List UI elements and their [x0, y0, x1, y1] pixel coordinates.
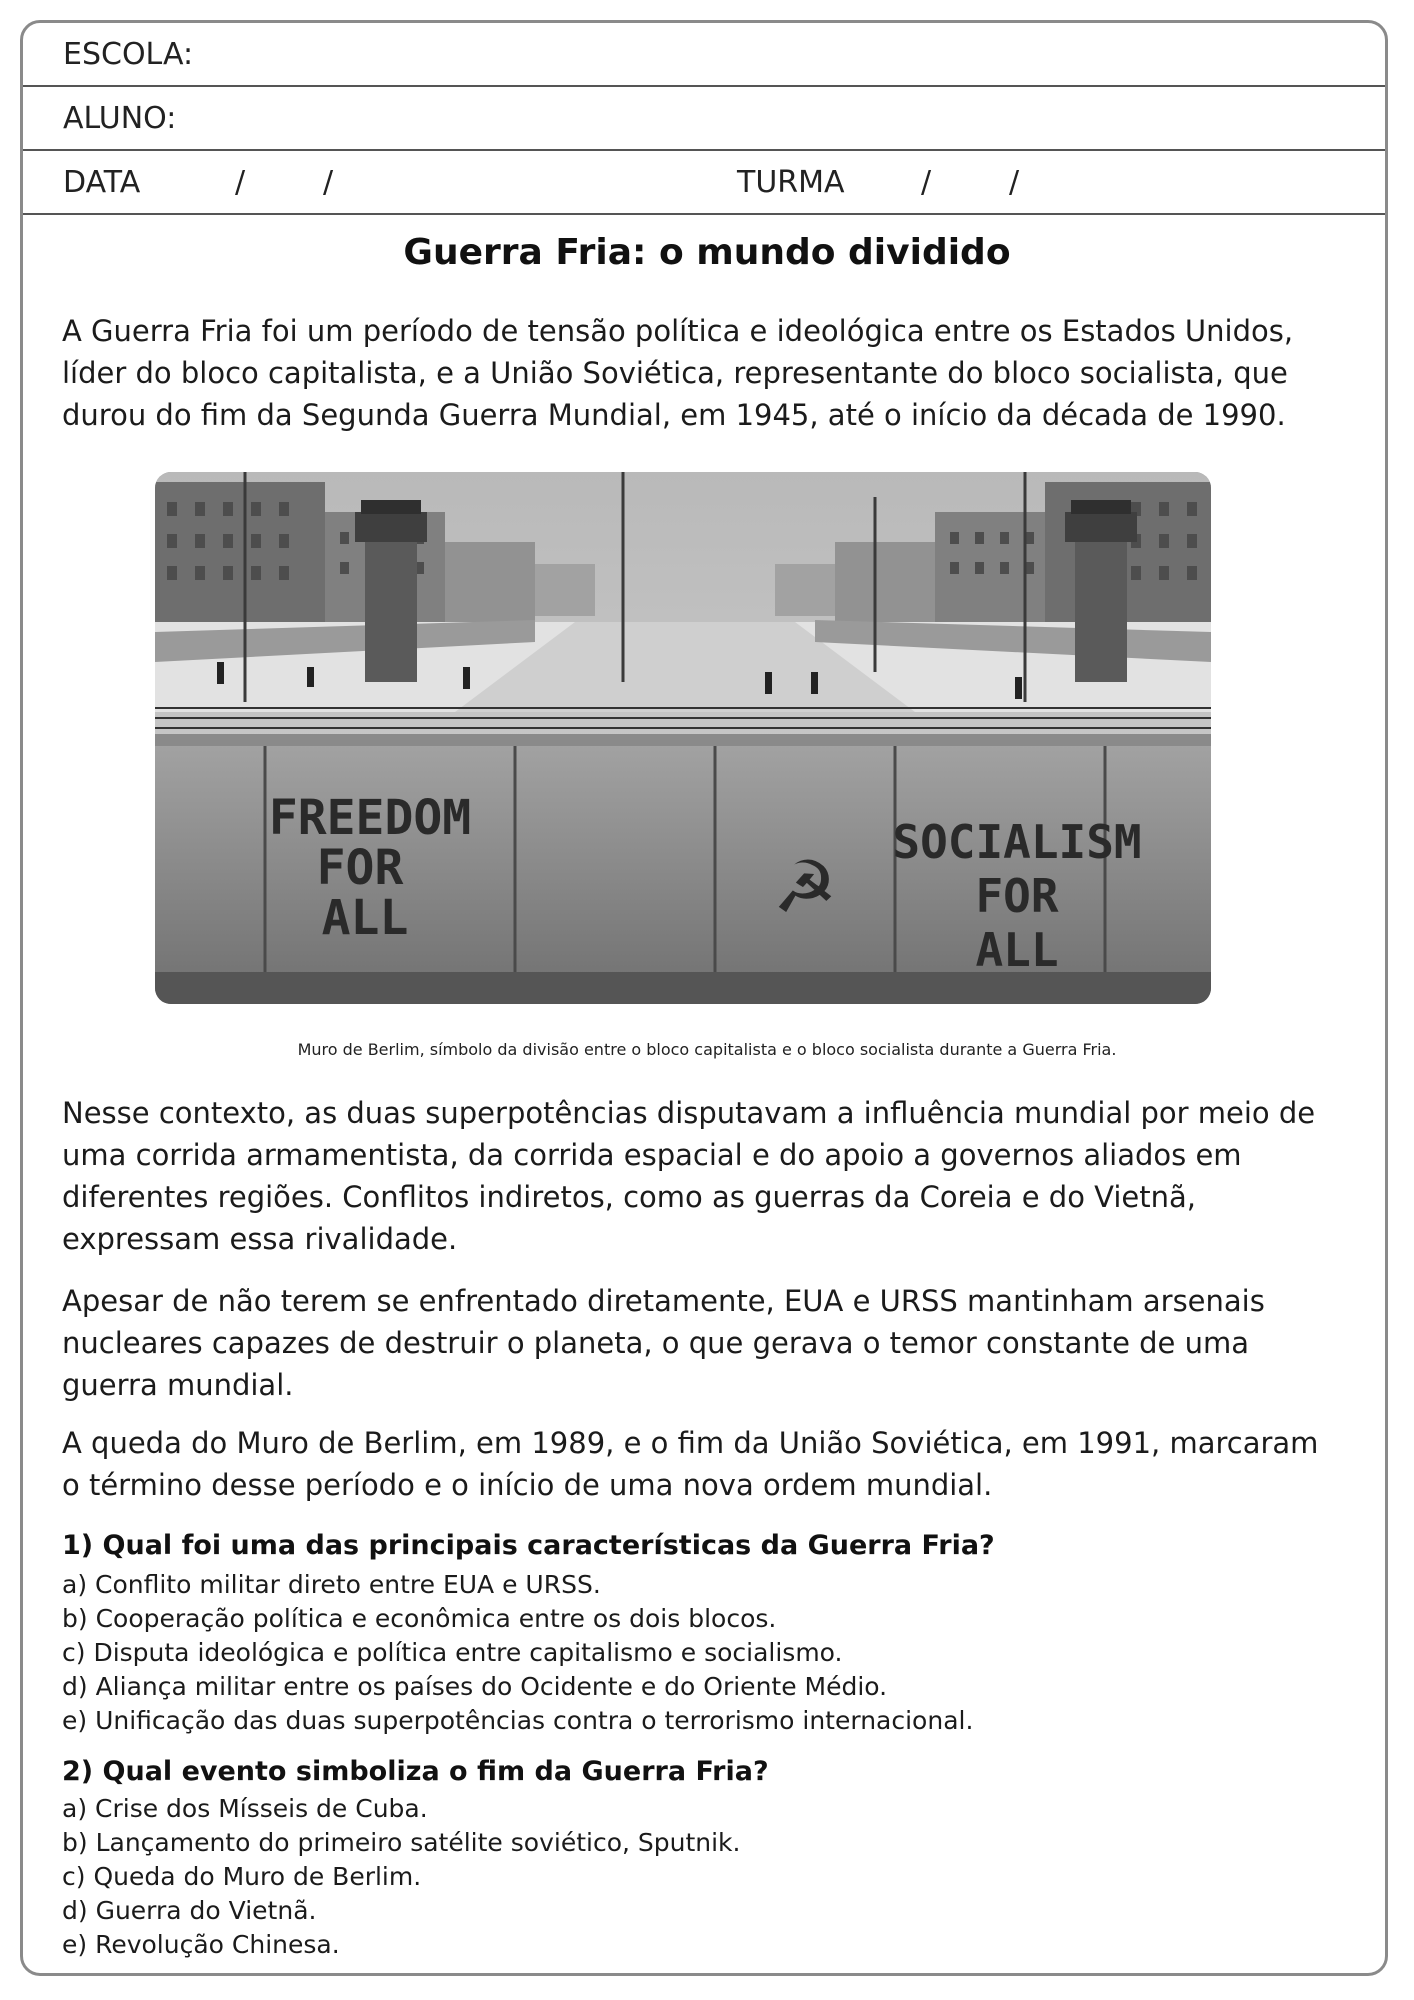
question-1-options: [62, 1568, 973, 1738]
wall-graffiti-left-1: FREEDOM: [268, 790, 472, 846]
class-slash-2: /: [1009, 165, 1020, 200]
date-class-row: [23, 151, 1385, 215]
photo-caption: Muro de Berlim, símbolo da divisão entre o bloco capitalista e o bloco socialista durante a Guerra Fria.: [297, 1040, 1117, 1059]
question-2-options: [62, 1792, 740, 1962]
paragraph-1: Nesse contexto, as duas superpotências disputavam a influência mundial por meio de uma corrida armamentista, da corrida espacial e do apoio a governos aliados em diferentes regiões. Conflitos indiretos, como as guerras da Coreia e do Vietnã, expressam essa rivalidade.: [62, 1096, 1316, 1256]
q2-option-e[interactable]: e) Revolução Chinesa.: [62, 1930, 340, 1959]
wall-graffiti-left-2: FOR: [316, 840, 404, 896]
wall-graffiti-right-3: ALL: [975, 923, 1059, 977]
paragraph-2: Apesar de não terem se enfrentado diretamente, EUA e URSS mantinham arsenais nucleares capazes de destruir o planeta, o que gerava o temor constante de uma guerra mundial.: [62, 1284, 1265, 1402]
q1-option-d[interactable]: d) Aliança militar entre os países do Ocidente e do Oriente Médio.: [62, 1672, 888, 1701]
question-1-title: 1) Qual foi uma das principais características da Guerra Fria?: [62, 1530, 995, 1561]
date-slash-2: /: [323, 165, 334, 200]
hammer-sickle-icon: ☭: [772, 845, 838, 929]
q1-option-c[interactable]: c) Disputa ideológica e política entre capitalismo e socialismo.: [62, 1638, 843, 1667]
right-watchtower: [1065, 500, 1137, 682]
school-row: [23, 23, 1385, 87]
class-label: TURMA: [737, 165, 845, 200]
q1-option-a[interactable]: a) Conflito militar direto entre EUA e URSS.: [62, 1570, 601, 1599]
q2-option-d[interactable]: d) Guerra do Vietnã.: [62, 1896, 317, 1925]
wall-graffiti-left-3: ALL: [321, 890, 409, 946]
q1-option-b[interactable]: b) Cooperação política e econômica entre os dois blocos.: [62, 1604, 777, 1633]
q2-option-b[interactable]: b) Lançamento do primeiro satélite soviético, Sputnik.: [62, 1828, 741, 1857]
student-row: [23, 87, 1385, 151]
date-label: DATA: [63, 165, 141, 200]
class-slash-1: /: [921, 165, 932, 200]
school-label: ESCOLA:: [63, 37, 194, 72]
date-slash-1: /: [235, 165, 246, 200]
q2-option-c[interactable]: c) Queda do Muro de Berlim.: [62, 1862, 422, 1891]
question-2-title: 2) Qual evento simboliza o fim da Guerra Fria?: [62, 1756, 769, 1787]
student-label: ALUNO:: [63, 101, 177, 136]
q1-option-e[interactable]: e) Unificação das duas superpotências contra o terrorismo internacional.: [62, 1706, 974, 1735]
wall-graffiti-right-1: SOCIALISM: [892, 815, 1142, 869]
paragraph-3: A queda do Muro de Berlim, em 1989, e o fim da União Soviética, em 1991, marcaram o término desse período e o início de uma nova ordem mundial.: [62, 1426, 1319, 1502]
q2-option-a[interactable]: a) Crise dos Mísseis de Cuba.: [62, 1794, 428, 1823]
page-title: Guerra Fria: o mundo dividido: [403, 232, 1011, 273]
intro-paragraph: A Guerra Fria foi um período de tensão política e ideológica entre os Estados Unidos, líder do bloco capitalista, e a União Soviética, representante do bloco socialista, que durou do fim da Segunda Guerra Mundial, em 1945, até o início da década de 1990.: [62, 314, 1294, 432]
berlin-wall-photo: [155, 472, 1211, 1004]
left-watchtower: [355, 500, 427, 682]
berlin-wall-illustration: [155, 472, 1211, 1004]
wall-graffiti-right-2: FOR: [975, 869, 1059, 923]
